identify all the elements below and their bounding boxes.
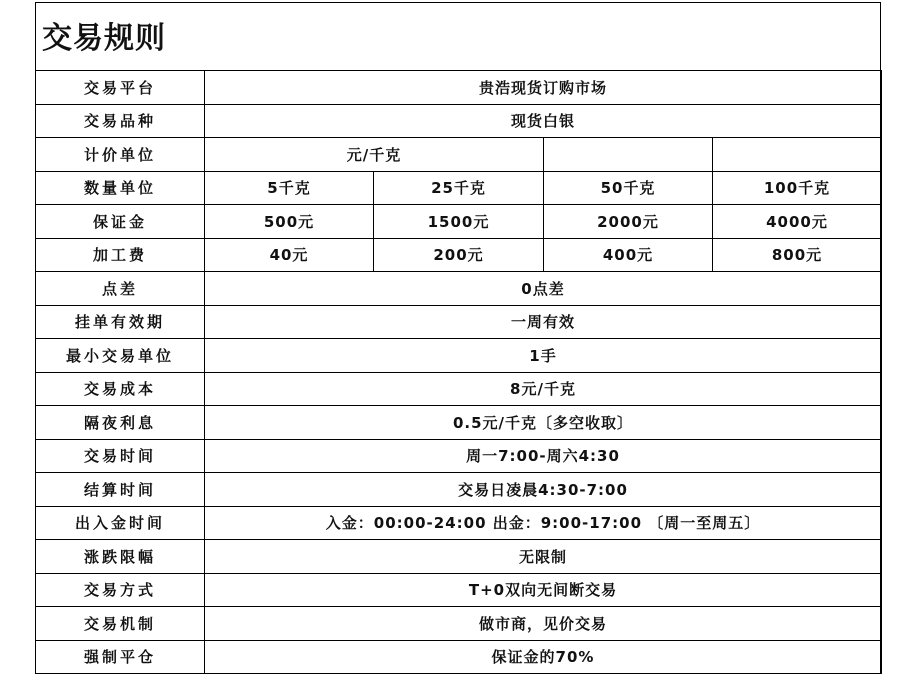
row-value: 800元	[713, 238, 882, 272]
row-value: 元/千克	[205, 138, 544, 172]
row-value: 保证金的70%	[205, 640, 882, 674]
rules-panel	[35, 2, 881, 674]
row-label: 交易时间	[36, 439, 205, 473]
table-row	[36, 339, 882, 373]
table-row	[36, 573, 882, 607]
row-value: 0.5元/千克〔多空收取〕	[205, 406, 882, 440]
row-value: 无限制	[205, 540, 882, 574]
row-value	[544, 138, 713, 172]
row-label: 出入金时间	[36, 506, 205, 540]
row-value: 500元	[205, 205, 374, 239]
table-row	[36, 305, 882, 339]
row-value: 100千克	[713, 171, 882, 205]
row-value: 50千克	[544, 171, 713, 205]
row-label: 交易机制	[36, 607, 205, 641]
row-label: 交易平台	[36, 71, 205, 105]
row-value: 现货白银	[205, 104, 882, 138]
row-label: 涨跌限幅	[36, 540, 205, 574]
table-row	[36, 272, 882, 306]
row-label: 结算时间	[36, 473, 205, 507]
row-label: 挂单有效期	[36, 305, 205, 339]
table-row	[36, 473, 882, 507]
table-row	[36, 406, 882, 440]
table-row	[36, 607, 882, 641]
row-label: 交易成本	[36, 372, 205, 406]
row-value: 贵浩现货订购市场	[205, 71, 882, 105]
row-value: 25千克	[374, 171, 544, 205]
row-value	[713, 138, 882, 172]
table-row	[36, 540, 882, 574]
row-value: 40元	[205, 238, 374, 272]
page-title: 交易规则	[42, 21, 166, 56]
row-label: 交易方式	[36, 573, 205, 607]
row-label: 隔夜利息	[36, 406, 205, 440]
row-value: 2000元	[544, 205, 713, 239]
table-row	[36, 138, 882, 172]
row-value: 周一7:00-周六4:30	[205, 439, 882, 473]
row-label: 计价单位	[36, 138, 205, 172]
row-value: 1手	[205, 339, 882, 373]
table-row	[36, 205, 882, 239]
row-value: 做市商，见价交易	[205, 607, 882, 641]
table-row	[36, 104, 882, 138]
row-value: 200元	[374, 238, 544, 272]
row-label: 加工费	[36, 238, 205, 272]
table-row	[36, 640, 882, 674]
row-value: T+0双向无间断交易	[205, 573, 882, 607]
table-row	[36, 439, 882, 473]
row-value: 交易日凌晨4:30-7:00	[205, 473, 882, 507]
row-label: 交易品种	[36, 104, 205, 138]
table-row	[36, 372, 882, 406]
table-row	[36, 71, 882, 105]
row-value: 4000元	[713, 205, 882, 239]
row-label: 强制平仓	[36, 640, 205, 674]
row-label: 最小交易单位	[36, 339, 205, 373]
row-value: 8元/千克	[205, 372, 882, 406]
row-value: 400元	[544, 238, 713, 272]
table-row	[36, 171, 882, 205]
row-value: 0点差	[205, 272, 882, 306]
table-row	[36, 238, 882, 272]
row-value: 入金：00:00-24:00 出金：9:00-17:00 〔周一至周五〕	[205, 506, 882, 540]
rules-table	[35, 70, 882, 674]
row-value: 一周有效	[205, 305, 882, 339]
row-value: 5千克	[205, 171, 374, 205]
row-value: 1500元	[374, 205, 544, 239]
row-label: 保证金	[36, 205, 205, 239]
row-label: 点差	[36, 272, 205, 306]
table-row	[36, 506, 882, 540]
row-label: 数量单位	[36, 171, 205, 205]
